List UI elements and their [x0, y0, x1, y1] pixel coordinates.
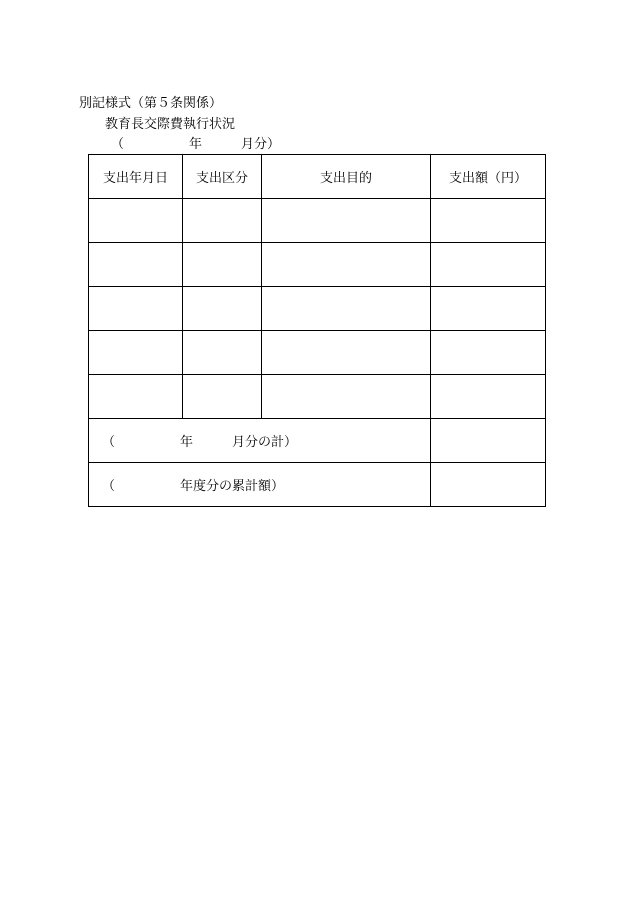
table-row: [89, 375, 546, 419]
table-row: [89, 331, 546, 375]
cell-purpose: [262, 287, 431, 331]
cumulative-total-row: [89, 463, 546, 507]
header-row: [89, 155, 546, 199]
cell-amount: [431, 287, 546, 331]
cell-category: [183, 331, 262, 375]
monthly-total-row: [89, 419, 546, 463]
cell-amount: [431, 243, 546, 287]
cell-amount: [431, 331, 546, 375]
cell-date: [89, 199, 183, 243]
expense-table: [88, 154, 546, 507]
cell-purpose: [262, 375, 431, 419]
monthly-total-amount: [431, 419, 546, 463]
header-amount: 支出額（円）: [431, 155, 546, 199]
cumulative-total-amount: [431, 463, 546, 507]
cell-amount: [431, 199, 546, 243]
form-label: 別記様式（第５条関係）: [79, 96, 223, 111]
cell-amount: [431, 375, 546, 419]
table-row: [89, 199, 546, 243]
cell-date: [89, 243, 183, 287]
header-purpose: 支出目的: [262, 155, 431, 199]
cell-purpose: [262, 331, 431, 375]
cell-date: [89, 331, 183, 375]
header-category: 支出区分: [183, 155, 262, 199]
cell-purpose: [262, 243, 431, 287]
cell-category: [183, 199, 262, 243]
period-line: （ 年 月分）: [111, 137, 281, 152]
cell-date: [89, 375, 183, 419]
cell-category: [183, 243, 262, 287]
cell-category: [183, 287, 262, 331]
cumulative-total-label: （ 年度分の累計額）: [89, 463, 431, 507]
document-title: 教育長交際費執行状況: [105, 117, 236, 132]
header-date: 支出年月日: [89, 155, 183, 199]
table-row: [89, 243, 546, 287]
cell-date: [89, 287, 183, 331]
table-row: [89, 287, 546, 331]
monthly-total-label: （ 年 月分の計）: [89, 419, 431, 463]
cell-category: [183, 375, 262, 419]
cell-purpose: [262, 199, 431, 243]
